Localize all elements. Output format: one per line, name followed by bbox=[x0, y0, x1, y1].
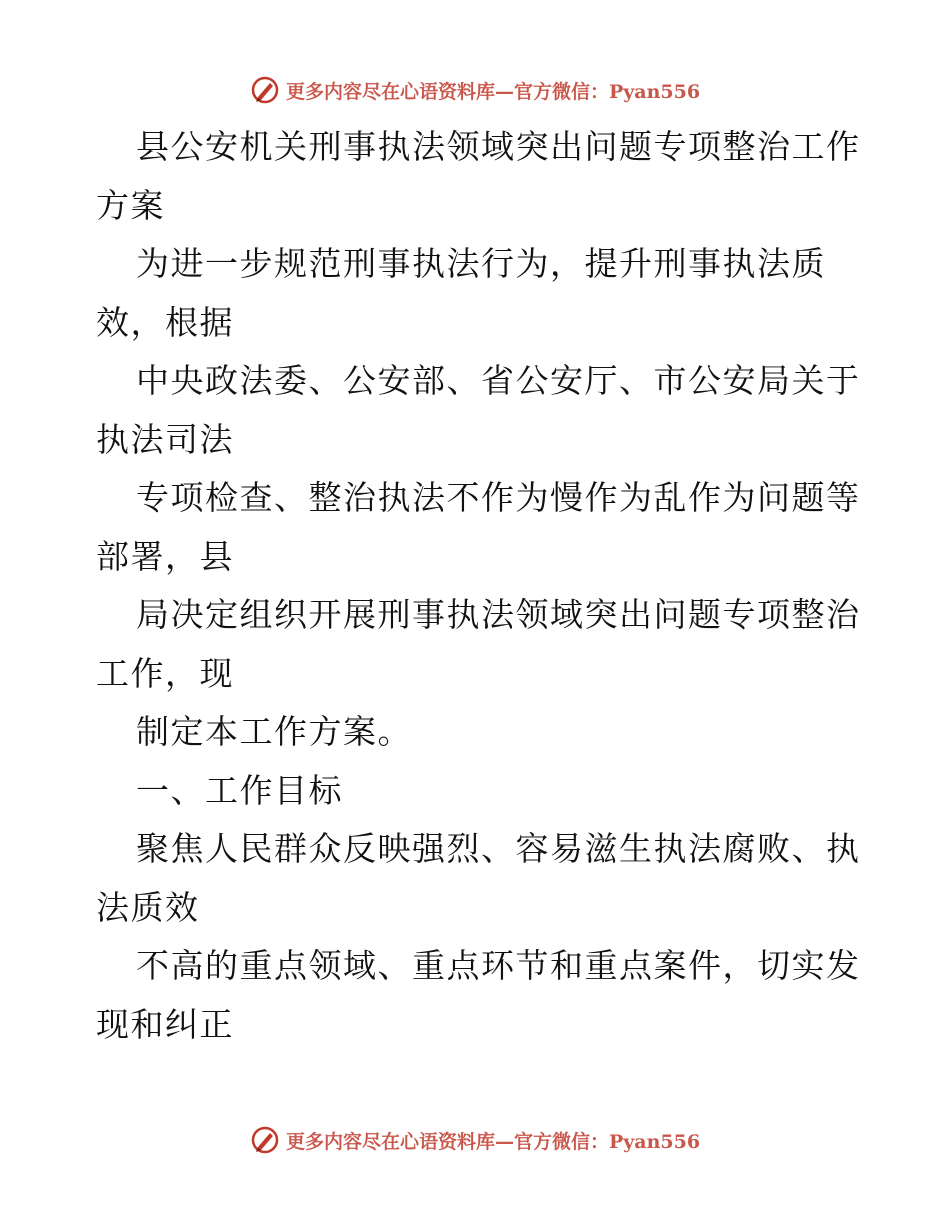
document-line: 中央政法委、公安部、省公安厅、市公安局关于 bbox=[136, 361, 861, 400]
document-line: 专项检查、整治执法不作为慢作为乱作为问题等 bbox=[136, 478, 861, 517]
document-line: 效，根据 bbox=[96, 302, 234, 342]
document-line: 制定本工作方案。 bbox=[136, 712, 412, 751]
pen-logo-icon bbox=[250, 75, 280, 105]
document-line: 不高的重点领域、重点环节和重点案件，切实发 bbox=[136, 946, 861, 985]
document-line: 方案 bbox=[96, 185, 165, 225]
document-line: 法质效 bbox=[96, 887, 200, 927]
pen-logo-icon bbox=[250, 1125, 280, 1155]
section-heading: 一、工作目标 bbox=[136, 770, 343, 810]
document-body bbox=[96, 118, 866, 1054]
document-line: 局决定组织开展刑事执法领域突出问题专项整治 bbox=[136, 595, 861, 634]
header-watermark-text: 更多内容尽在心语资料库—官方微信：Pyan556 bbox=[285, 80, 701, 103]
document-line: 现和纠正 bbox=[96, 1004, 234, 1044]
document-line: 聚焦人民群众反映强烈、容易滋生执法腐败、执 bbox=[136, 829, 861, 868]
footer-watermark-banner bbox=[0, 1120, 950, 1160]
document-line: 工作，现 bbox=[96, 653, 234, 693]
document-line: 执法司法 bbox=[96, 419, 234, 459]
document-line: 部署，县 bbox=[96, 536, 234, 576]
footer-watermark-text: 更多内容尽在心语资料库—官方微信：Pyan556 bbox=[285, 1130, 701, 1153]
document-line: 县公安机关刑事执法领域突出问题专项整治工作 bbox=[136, 127, 861, 166]
document-line: 为进一步规范刑事执法行为，提升刑事执法质 bbox=[136, 244, 826, 283]
header-watermark-banner bbox=[0, 70, 950, 110]
